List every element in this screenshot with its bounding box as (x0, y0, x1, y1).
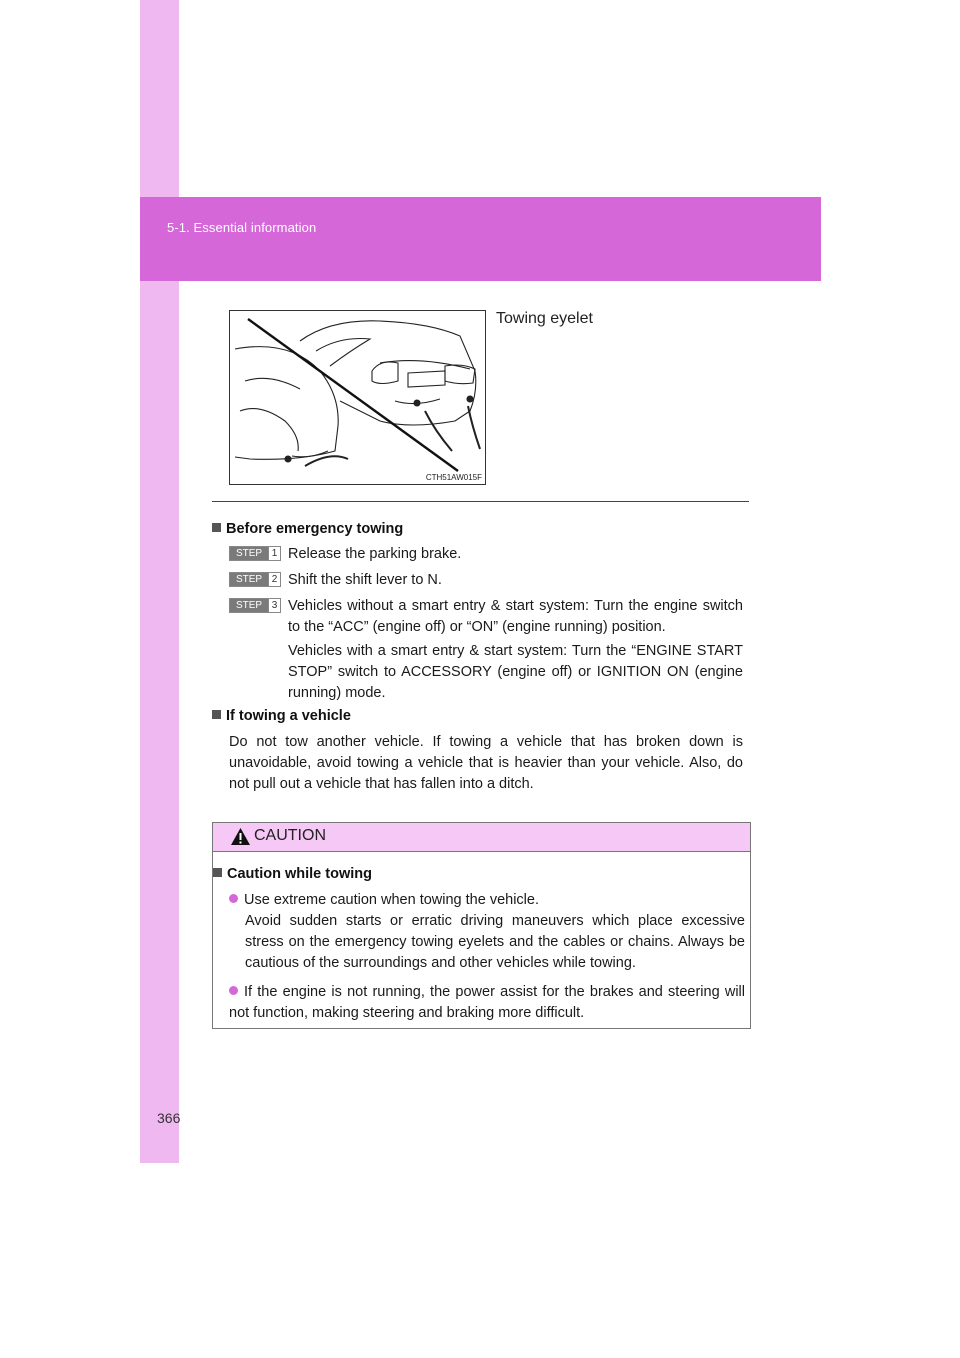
section-title: 5-1. Essential information (167, 220, 317, 235)
section-header (140, 197, 821, 281)
square-bullet-icon (213, 868, 222, 877)
before-towing-heading: Before emergency towing (212, 521, 403, 537)
step-3-badge: STEP 3 (229, 598, 281, 613)
square-bullet-icon (212, 710, 221, 719)
step-3-extra-text: Vehicles with a smart entry & start system: Turn the “ENGINE START STOP” switch to ACCESSORY (engine off) or IGNITION ON (engine running) mode. (288, 643, 743, 701)
side-band (140, 0, 179, 1163)
caution-header (213, 823, 750, 852)
page-number: 366 (157, 1110, 181, 1126)
round-bullet-icon (229, 894, 238, 903)
figure-callout: Towing eyelet (496, 310, 593, 327)
step-1-text: Release the parking brake. (288, 546, 462, 562)
if-towing-text: Do not tow another vehicle. If towing a vehicle that has broken down is unavoidable, avoid towing a vehicle that is heavier than your vehicle. Also, do not pull out a vehicle that has fallen into a ditch. (229, 734, 743, 792)
caution-heading: Caution while towing (213, 866, 372, 882)
if-towing-heading: If towing a vehicle (212, 708, 351, 724)
step-2-text: Shift the shift lever to N. (288, 572, 442, 588)
car-illustration (230, 311, 485, 484)
square-bullet-icon (212, 523, 221, 532)
figure-code: CTH51AW015F (425, 473, 482, 482)
caution-item-2: If the engine is not running, the power assist for the brakes and steering will not function, making steering and braking more difficult. (229, 984, 745, 1021)
divider-rule (212, 501, 749, 502)
caution-box (212, 822, 751, 1029)
round-bullet-icon (229, 986, 238, 995)
step-1-badge: STEP 1 (229, 546, 281, 561)
caution-item-1: Use extreme caution when towing the vehicle. (229, 890, 745, 911)
warning-triangle-icon (230, 827, 251, 846)
towing-eyelet-illustration (229, 310, 486, 485)
step-2-badge: STEP 2 (229, 572, 281, 587)
step-3-text: Vehicles without a smart entry & start system: Turn the engine switch to the “ACC” (engine off) or “ON” (engine running) position. (288, 598, 743, 635)
caution-item-1-extra: Avoid sudden starts or erratic driving maneuvers which place excessive stress on the emergency towing eyelets and the cables or chains. Always be cautious of the surroundings and other vehicles while towing. (245, 913, 745, 971)
caution-title: CAUTION (254, 827, 326, 844)
